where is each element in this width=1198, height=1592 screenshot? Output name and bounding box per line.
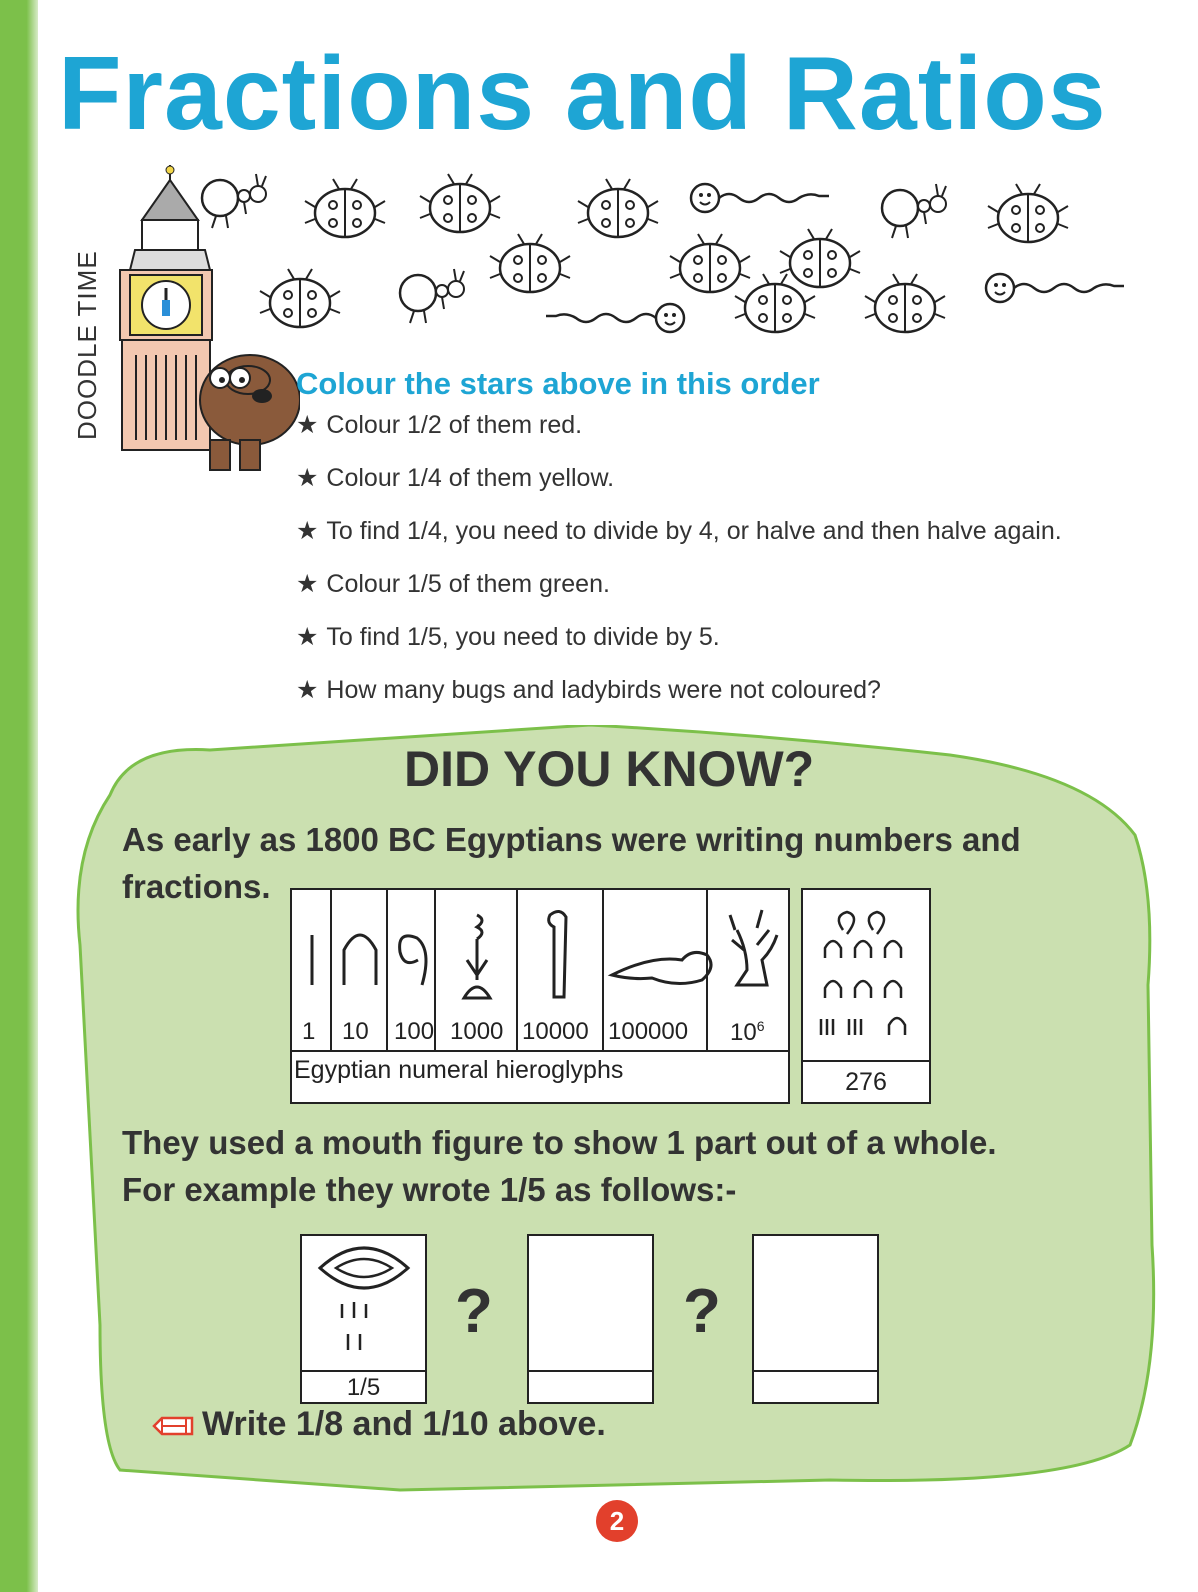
egypt-paragraph-line-1: As early as 1800 BC Egyptians were writing numbers and xyxy=(122,821,1021,858)
side-color-bar xyxy=(0,0,38,1592)
instruction-item: ★ To find 1/5, you need to divide by 5. xyxy=(296,623,720,651)
box-divider xyxy=(529,1370,652,1372)
hieroglyph-value: 1000 xyxy=(450,1018,504,1045)
mouth-paragraph-line-2: For example they wrote 1/5 as follows:- xyxy=(122,1171,737,1208)
egypt-paragraph-line-2: fractions. xyxy=(122,868,271,905)
doodle-time-label: DOODLE TIME xyxy=(72,250,102,440)
write-instruction: Write 1/8 and 1/10 above. xyxy=(150,1405,606,1444)
instruction-item: ★ How many bugs and ladybirds were not coloured? xyxy=(296,676,881,704)
tadpole-glyph-icon xyxy=(612,952,711,983)
mouth-glyph-icon xyxy=(302,1236,425,1368)
hieroglyph-caption: Egyptian numeral hieroglyphs xyxy=(294,1056,624,1084)
coil-rope-glyph-icon xyxy=(400,936,426,985)
instruction-item: ★ Colour 1/2 of them red. xyxy=(296,411,583,439)
page-title: Fractions and Ratios xyxy=(58,36,1107,152)
table-divider xyxy=(292,1050,788,1052)
heel-bone-glyph-icon xyxy=(344,935,376,985)
instructions-heading: Colour the stars above in this order xyxy=(296,366,820,401)
star-icon: ★ xyxy=(296,676,319,704)
did-you-know-title: DID YOU KNOW? xyxy=(404,741,815,797)
instruction-item: ★ Colour 1/4 of them yellow. xyxy=(296,464,615,492)
hieroglyph-value: 100 xyxy=(394,1018,435,1045)
box-divider xyxy=(754,1370,877,1372)
hieroglyph-value-million: $10^6$ xyxy=(730,1018,765,1046)
instruction-item: ★ Colour 1/5 of them green. xyxy=(296,570,610,598)
lotus-glyph-icon xyxy=(464,915,490,998)
pencil-icon xyxy=(150,1414,196,1438)
instruction-item: ★ To find 1/4, you need to divide by 4, or halve and then halve again. xyxy=(296,517,1062,545)
page-number-badge: 2 xyxy=(596,1500,638,1542)
hieroglyph-value: 1 xyxy=(302,1018,316,1045)
hieroglyph-table xyxy=(290,888,790,1104)
hieroglyph-value: 10 xyxy=(342,1018,369,1045)
fraction-box-example xyxy=(300,1234,427,1404)
question-mark: ? xyxy=(683,1277,721,1346)
number-276-example xyxy=(801,888,931,1104)
box-divider xyxy=(803,1060,929,1062)
finger-glyph-icon xyxy=(549,911,566,997)
star-icon: ★ xyxy=(296,623,319,651)
fraction-label: 1/5 xyxy=(346,1374,381,1401)
276-hieroglyph-icon xyxy=(803,890,929,1060)
box-divider xyxy=(302,1370,425,1372)
hieroglyph-value: 100000 xyxy=(608,1018,689,1045)
hieroglyph-value: 10000 xyxy=(522,1018,589,1045)
colouring-instructions xyxy=(296,366,1062,728)
hieroglyph-symbols xyxy=(292,890,788,1018)
star-icon: ★ xyxy=(296,517,319,545)
star-icon: ★ xyxy=(296,464,319,492)
question-mark: ? xyxy=(455,1277,493,1346)
example-number-label: 276 xyxy=(845,1068,887,1096)
bugs-and-ladybirds-doodles xyxy=(200,168,1160,348)
fraction-answer-box-1[interactable] xyxy=(527,1234,654,1404)
mouth-paragraph-line-1: They used a mouth figure to show 1 part out of a whole. xyxy=(122,1124,997,1161)
star-icon: ★ xyxy=(296,411,319,439)
star-icon: ★ xyxy=(296,570,319,598)
heh-god-glyph-icon xyxy=(730,910,777,985)
fraction-answer-box-2[interactable] xyxy=(752,1234,879,1404)
